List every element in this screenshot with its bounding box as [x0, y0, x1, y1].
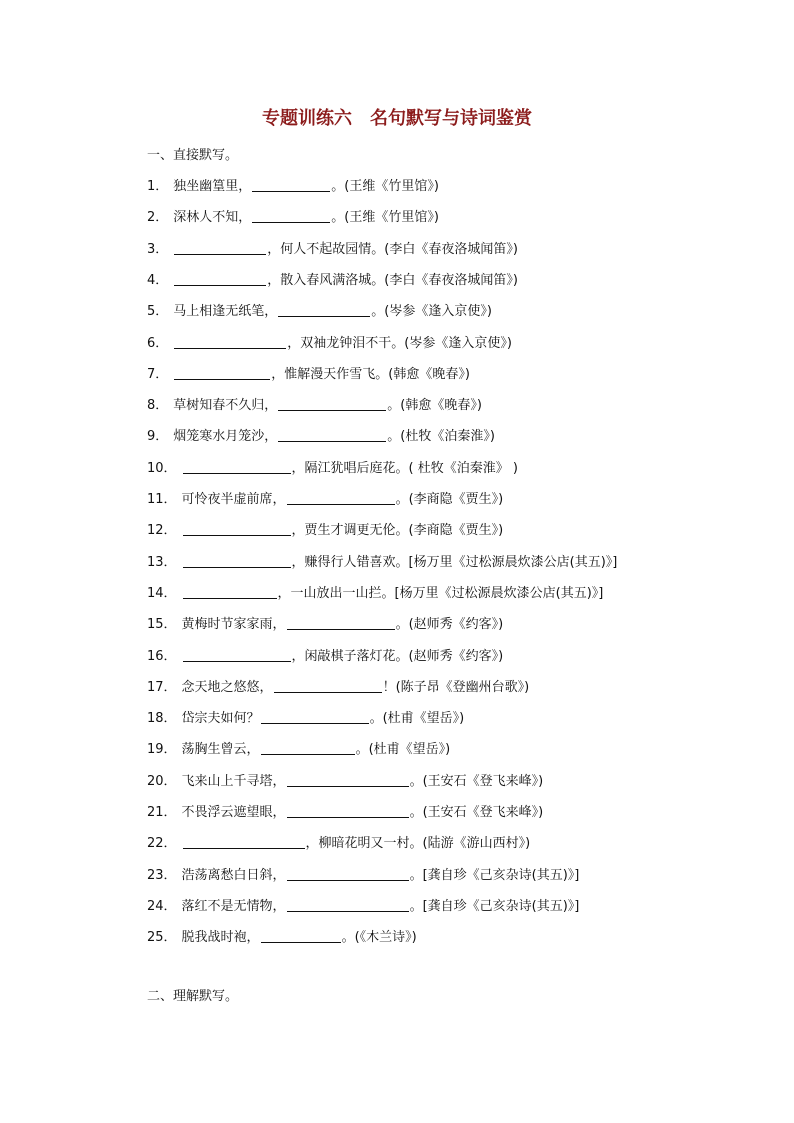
question-text-before: 马上相逢无纸笔，	[173, 304, 278, 319]
answer-blank[interactable]	[278, 428, 386, 442]
answer-blank[interactable]	[183, 648, 291, 662]
question-item	[147, 209, 439, 227]
answer-blank[interactable]	[252, 209, 330, 223]
question-number: 11．	[147, 492, 177, 507]
question-number: 8．	[147, 398, 169, 413]
question-text-after: 。(杜牧《泊秦淮》)	[387, 429, 495, 444]
section-heading-direct: 一、直接默写。	[147, 148, 239, 163]
answer-blank[interactable]	[174, 241, 266, 255]
answer-blank[interactable]	[174, 366, 270, 380]
question-text-before: 浩荡离愁白日斜，	[181, 868, 286, 883]
question-number: 14．	[147, 586, 177, 601]
question-number: 4．	[147, 273, 169, 288]
question-text-after: 。(王安石《登飞来峰》)	[409, 774, 544, 789]
question-text-after: 。(韩愈《晚春》)	[387, 398, 482, 413]
answer-blank[interactable]	[287, 773, 409, 787]
question-item	[147, 178, 439, 196]
question-item	[147, 554, 617, 572]
question-number: 19．	[147, 742, 177, 757]
answer-blank[interactable]	[278, 397, 386, 411]
question-number: 15．	[147, 617, 177, 632]
question-item	[147, 835, 530, 853]
question-item	[147, 397, 482, 415]
question-item	[147, 585, 603, 603]
answer-blank[interactable]	[261, 929, 341, 943]
question-number: 9．	[147, 429, 169, 444]
question-text-after: 。(王维《竹里馆》)	[331, 179, 439, 194]
question-number: 6．	[147, 336, 169, 351]
question-text-before: 飞来山上千寻塔，	[181, 774, 286, 789]
question-text-after: ，何人不起故园情。(李白《春夜洛城闻笛》)	[267, 242, 518, 257]
question-text-after: ，贾生才调更无伦。(李商隐《贾生》)	[291, 523, 504, 538]
question-number: 18．	[147, 711, 177, 726]
question-number: 12．	[147, 523, 177, 538]
answer-blank[interactable]	[183, 835, 305, 849]
question-text-before: 黄梅时节家家雨，	[181, 617, 286, 632]
question-number: 10．	[147, 461, 177, 476]
section-heading-understanding: 二、理解默写。	[147, 989, 239, 1004]
question-number: 24．	[147, 899, 177, 914]
question-item	[147, 679, 529, 697]
question-text-before: 独坐幽篁里，	[173, 179, 252, 194]
question-number: 7．	[147, 367, 169, 382]
question-item	[147, 303, 492, 321]
answer-blank[interactable]	[252, 178, 330, 192]
answer-blank[interactable]	[183, 554, 291, 568]
question-item	[147, 898, 579, 916]
answer-blank[interactable]	[183, 522, 291, 536]
question-text-after: ，闲敲棋子落灯花。(赵师秀《约客》)	[291, 649, 504, 664]
question-number: 25．	[147, 930, 177, 945]
question-text-before: 草树知春不久归，	[173, 398, 278, 413]
question-number: 3．	[147, 242, 169, 257]
question-item	[147, 522, 503, 540]
question-number: 23．	[147, 868, 177, 883]
question-text-before: 烟笼寒水月笼沙，	[173, 429, 278, 444]
question-number: 1．	[147, 179, 169, 194]
question-text-before: 荡胸生曾云，	[181, 742, 260, 757]
question-item	[147, 773, 543, 791]
question-item	[147, 491, 503, 509]
question-text-after: 。(李商隐《贾生》)	[395, 492, 504, 507]
question-number: 5．	[147, 304, 169, 319]
question-item	[147, 460, 518, 478]
question-text-before: 不畏浮云遮望眼，	[181, 805, 286, 820]
question-text-after: 。(王安石《登飞来峰》)	[409, 805, 544, 820]
question-number: 21．	[147, 805, 177, 820]
answer-blank[interactable]	[274, 679, 382, 693]
question-number: 13．	[147, 555, 177, 570]
question-text-after: 。(杜甫《望岳》)	[369, 711, 465, 726]
question-text-after: 。(赵师秀《约客》)	[395, 617, 504, 632]
question-text-before: 可怜夜半虚前席，	[181, 492, 286, 507]
question-text-after: ，隔江犹唱后庭花。( 杜牧《泊秦淮》 )	[291, 461, 518, 476]
answer-blank[interactable]	[174, 272, 266, 286]
answer-blank[interactable]	[287, 867, 409, 881]
question-text-after: ，惟解漫天作雪飞。(韩愈《晚春》)	[271, 367, 470, 382]
question-text-after: 。(王维《竹里馆》)	[331, 210, 439, 225]
question-text-before: 落红不是无情物，	[181, 899, 286, 914]
question-number: 20．	[147, 774, 177, 789]
answer-blank[interactable]	[183, 460, 291, 474]
question-item	[147, 241, 518, 259]
question-text-after: 。[龚自珍《己亥杂诗(其五)》]	[409, 899, 580, 914]
question-text-after: ，散入春风满洛城。(李白《春夜洛城闻笛》)	[267, 273, 518, 288]
question-item	[147, 648, 503, 666]
answer-blank[interactable]	[287, 616, 395, 630]
question-item	[147, 741, 450, 759]
question-text-after: 。[龚自珍《己亥杂诗(其五)》]	[409, 868, 580, 883]
question-text-after: ！(陈子昂《登幽州台歌》)	[382, 680, 530, 695]
question-item	[147, 804, 543, 822]
answer-blank[interactable]	[261, 710, 369, 724]
question-text-after: ，一山放出一山拦。[杨万里《过松源晨炊漆公店(其五)》]	[277, 586, 604, 601]
answer-blank[interactable]	[183, 585, 277, 599]
question-text-after: 。(《木兰诗》)	[341, 930, 417, 945]
question-text-before: 深林人不知，	[173, 210, 252, 225]
answer-blank[interactable]	[287, 491, 395, 505]
question-item	[147, 428, 495, 446]
question-text-after: 。(杜甫《望岳》)	[355, 742, 451, 757]
question-number: 22．	[147, 836, 177, 851]
question-text-after: ，柳暗花明又一村。(陆游《游山西村》)	[305, 836, 531, 851]
answer-blank[interactable]	[278, 303, 370, 317]
question-number: 16．	[147, 649, 177, 664]
answer-blank[interactable]	[174, 335, 286, 349]
question-number: 2．	[147, 210, 169, 225]
question-item	[147, 366, 470, 384]
question-item	[147, 867, 579, 885]
answer-blank[interactable]	[287, 898, 409, 912]
question-text-before: 岱宗夫如何？	[181, 711, 260, 726]
question-item	[147, 335, 512, 353]
question-text-after: 。(岑参《逢入京使》)	[371, 304, 492, 319]
question-item	[147, 929, 417, 947]
question-item	[147, 616, 503, 634]
answer-blank[interactable]	[261, 741, 355, 755]
question-text-after: ，双袖龙钟泪不干。(岑参《逢入京使》)	[287, 336, 512, 351]
question-text-after: ，赚得行人错喜欢。[杨万里《过松源晨炊漆公店(其五)》]	[291, 555, 618, 570]
answer-blank[interactable]	[287, 804, 409, 818]
question-number: 17．	[147, 680, 177, 695]
page-title: 专题训练六 名句默写与诗词鉴赏	[262, 108, 532, 129]
question-item	[147, 272, 518, 290]
question-text-before: 念天地之悠悠，	[181, 680, 273, 695]
question-item	[147, 710, 464, 728]
question-text-before: 脱我战时袍，	[181, 930, 260, 945]
